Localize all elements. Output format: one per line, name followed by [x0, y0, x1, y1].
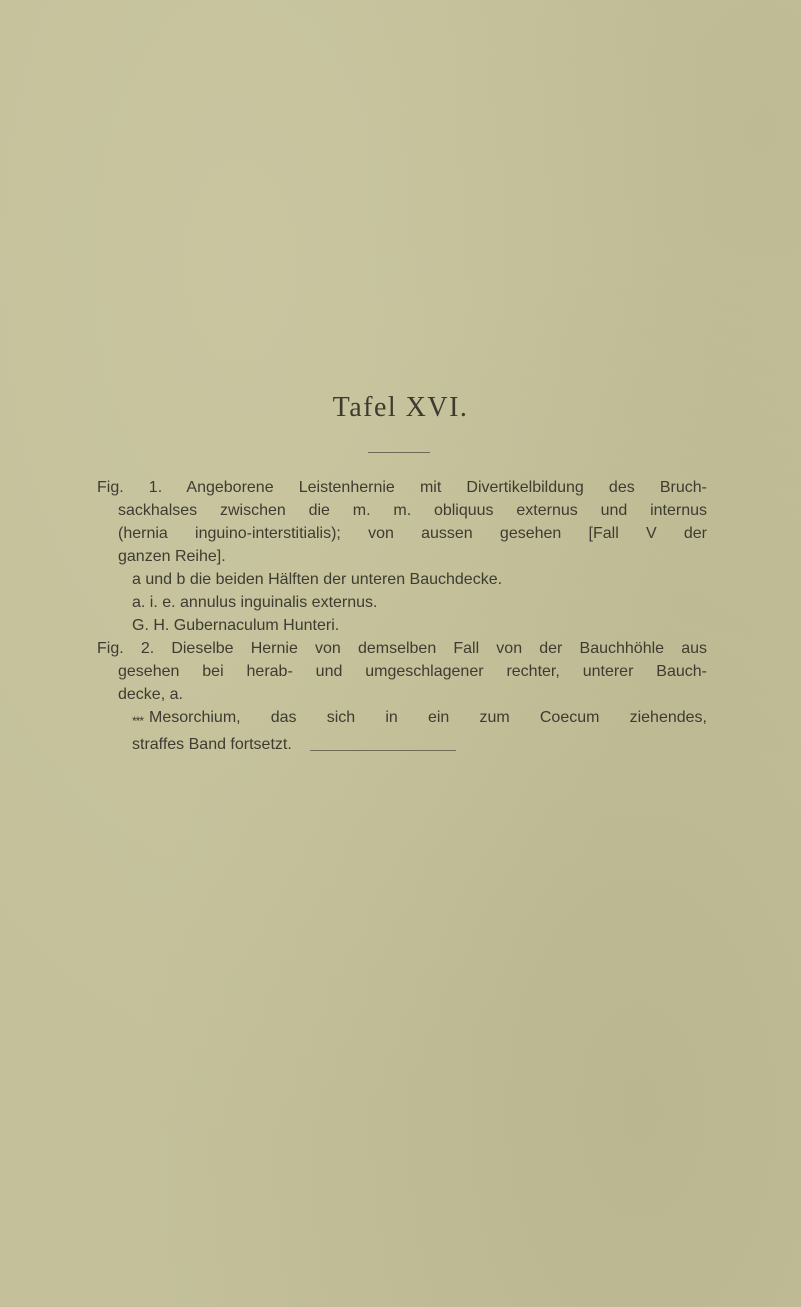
fig1-line-4: ganzen Reihe].	[118, 548, 226, 565]
fig1-legend-ab: a und b die beiden Hälften der unteren Bauchdecke.	[132, 571, 503, 588]
plate-caption	[97, 476, 707, 756]
fig1-line-3: (hernia inguino-interstitialis); von aussen gesehen [Fall V der	[118, 525, 707, 542]
fig2-legend-mesorchium	[97, 706, 707, 733]
asterisk-marker: ***	[132, 714, 144, 728]
fig2-line-2: gesehen bei herab- und umgeschlagener rechter, unterer Bauch-	[118, 663, 707, 680]
fig2-line-3: decke, a.	[118, 686, 183, 703]
plate-title: Tafel XVI.	[332, 392, 469, 423]
fig2-legend-band: straffes Band fortsetzt.	[132, 736, 292, 753]
fig1-line-2: sackhalses zwischen die m. m. obliquus externus und internus	[118, 502, 707, 519]
fig2-line-1: Fig. 2. Dieselbe Hernie von demselben Fall von der Bauchhöhle aus	[97, 640, 707, 657]
closing-divider	[310, 750, 456, 751]
fig1-legend-aie: a. i. e. annulus inguinalis externus.	[132, 594, 378, 611]
fig1-legend-gh: G. H. Gubernaculum Hunteri.	[132, 617, 340, 634]
fig1-line-1: Fig. 1. Angeborene Leistenhernie mit Divertikelbildung des Bruch-	[97, 479, 707, 496]
fig2-legend-1-text: Mesorchium, das sich in ein zum Coecum ziehendes,	[149, 709, 707, 726]
title-divider	[368, 452, 430, 453]
